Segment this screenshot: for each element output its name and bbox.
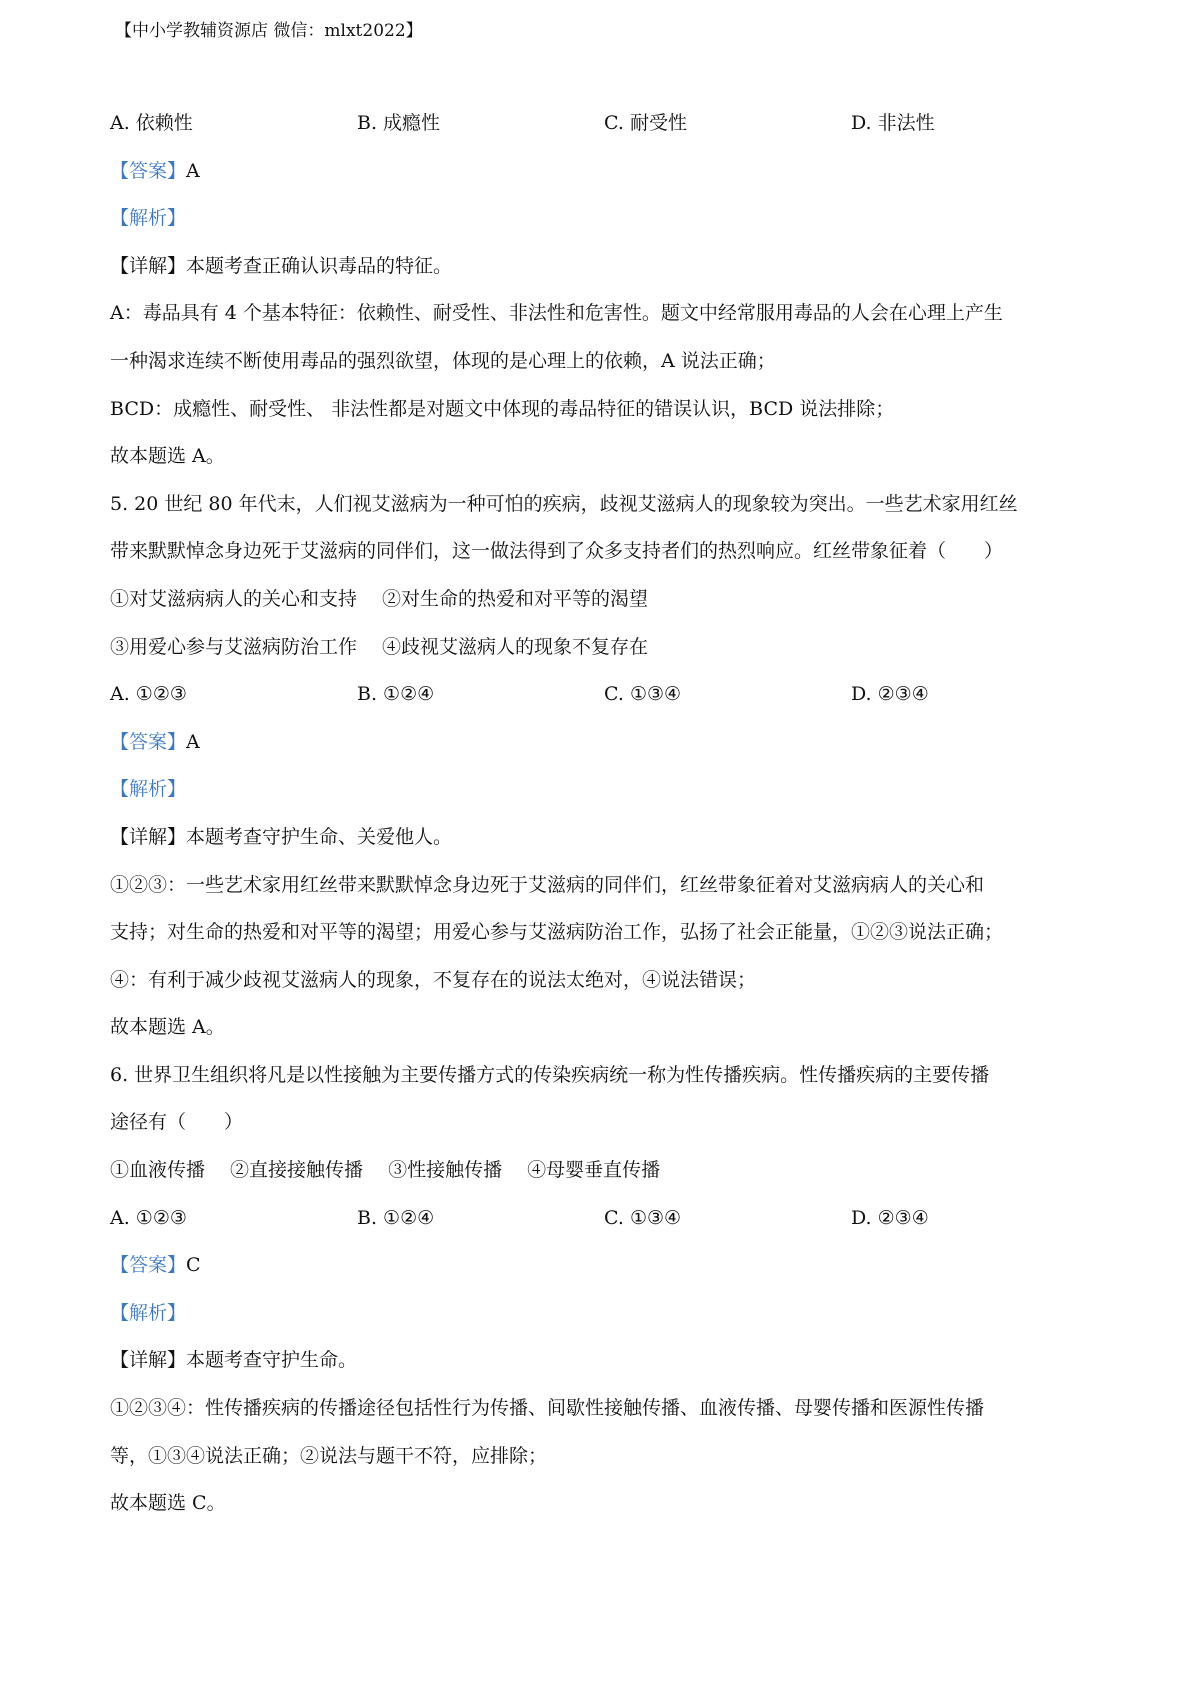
q6-option-a: A. ①②③ — [110, 1206, 187, 1229]
q4-option-d: D. 非法性 — [851, 112, 935, 134]
document-content — [110, 100, 1100, 1528]
q5-items-2: ③用爱心参与艾滋病防治工作 ④歧视艾滋病人的现象不复存在 — [110, 635, 649, 658]
q4-answer — [110, 148, 1100, 196]
q4-option-b: B. 成瘾性 — [357, 112, 441, 134]
q4-analysis-label: 【解析】 — [110, 207, 187, 230]
q5-answer-label: 【答案】 — [110, 730, 187, 753]
q5-answer-value: A — [186, 730, 200, 753]
q5-analysis-label: 【解析】 — [110, 778, 187, 801]
q5-line-1: ①②③：一些艺术家用红丝带来默默悼念身边死于艾滋病的同伴们，红丝带象征着对艾滋病病人的关心和 — [110, 873, 985, 896]
q4-options — [110, 100, 1100, 148]
q6-stem-2: 途径有（ ） — [110, 1111, 244, 1134]
q4-answer-label: 【答案】 — [110, 159, 187, 182]
q6-line-2: 等，①③④说法正确；②说法与题干不符，应排除； — [110, 1444, 548, 1467]
q4-option-c: C. 耐受性 — [604, 112, 687, 134]
q4-line-4: 故本题选 A。 — [110, 445, 225, 468]
q5-option-a: A. ①②③ — [110, 683, 187, 706]
q6-option-d: D. ②③④ — [851, 1206, 929, 1229]
q4-detail: 【详解】本题考查正确认识毒品的特征。 — [110, 254, 453, 277]
q5-option-b: B. ①②④ — [357, 683, 435, 706]
q5-answer — [110, 719, 1100, 767]
q6-analysis-label: 【解析】 — [110, 1301, 187, 1324]
q5-options — [110, 671, 1100, 719]
q6-detail: 【详解】本题考查守护生命。 — [110, 1349, 358, 1372]
q5-detail: 【详解】本题考查守护生命、关爱他人。 — [110, 825, 453, 848]
page-header: 【中小学教辅资源店 微信：mlxt2022】 — [115, 21, 423, 41]
q6-answer — [110, 1242, 1100, 1290]
q6-line-3: 故本题选 C。 — [110, 1492, 226, 1515]
q4-option-a: A. 依赖性 — [110, 112, 193, 134]
q5-line-2: 支持；对生命的热爱和对平等的渴望；用爱心参与艾滋病防治工作，弘扬了社会正能量，①②③说法正确； — [110, 921, 1004, 944]
q5-items-1: ①对艾滋病病人的关心和支持 ②对生命的热爱和对平等的渴望 — [110, 587, 649, 610]
q5-line-4: 故本题选 A。 — [110, 1016, 225, 1039]
q6-stem-1: 6. 世界卫生组织将凡是以性接触为主要传播方式的传染疾病统一称为性传播疾病。性传播疾病的主要传播 — [110, 1063, 990, 1086]
q4-answer-value: A — [186, 159, 200, 182]
q6-items-1: ①血液传播 ②直接接触传播 ③性接触传播 ④母婴垂直传播 — [110, 1159, 661, 1182]
q6-answer-label: 【答案】 — [110, 1254, 187, 1277]
q6-answer-value: C — [186, 1254, 201, 1277]
q4-line-1: A：毒品具有 4 个基本特征：依赖性、耐受性、非法性和危害性。题文中经常服用毒品的人会在心理上产生 — [110, 302, 1003, 325]
q6-option-c: C. ①③④ — [604, 1206, 682, 1229]
q4-line-2: 一种渴求连续不断使用毒品的强烈欲望，体现的是心理上的依赖，A 说法正确； — [110, 349, 776, 372]
q5-option-d: D. ②③④ — [851, 683, 929, 706]
q6-option-b: B. ①②④ — [357, 1206, 435, 1229]
q5-stem-1: 5. 20 世纪 80 年代末，人们视艾滋病为一种可怕的疾病，歧视艾滋病人的现象较为突出。一些艺术家用红丝 — [110, 492, 1018, 515]
q6-line-1: ①②③④：性传播疾病的传播途径包括性行为传播、间歇性接触传播、血液传播、母婴传播和医源性传播 — [110, 1397, 985, 1420]
q4-line-3: BCD：成瘾性、耐受性、 非法性都是对题文中体现的毒品特征的错误认识，BCD 说法排除； — [110, 397, 895, 420]
q5-stem-2: 带来默默悼念身边死于艾滋病的同伴们，这一做法得到了众多支持者们的热烈响应。红丝带象征着（ ） — [110, 540, 1004, 563]
q5-option-c: C. ①③④ — [604, 683, 682, 706]
q6-options — [110, 1195, 1100, 1243]
q5-line-3: ④：有利于减少歧视艾滋病人的现象，不复存在的说法太绝对，④说法错误； — [110, 968, 757, 991]
